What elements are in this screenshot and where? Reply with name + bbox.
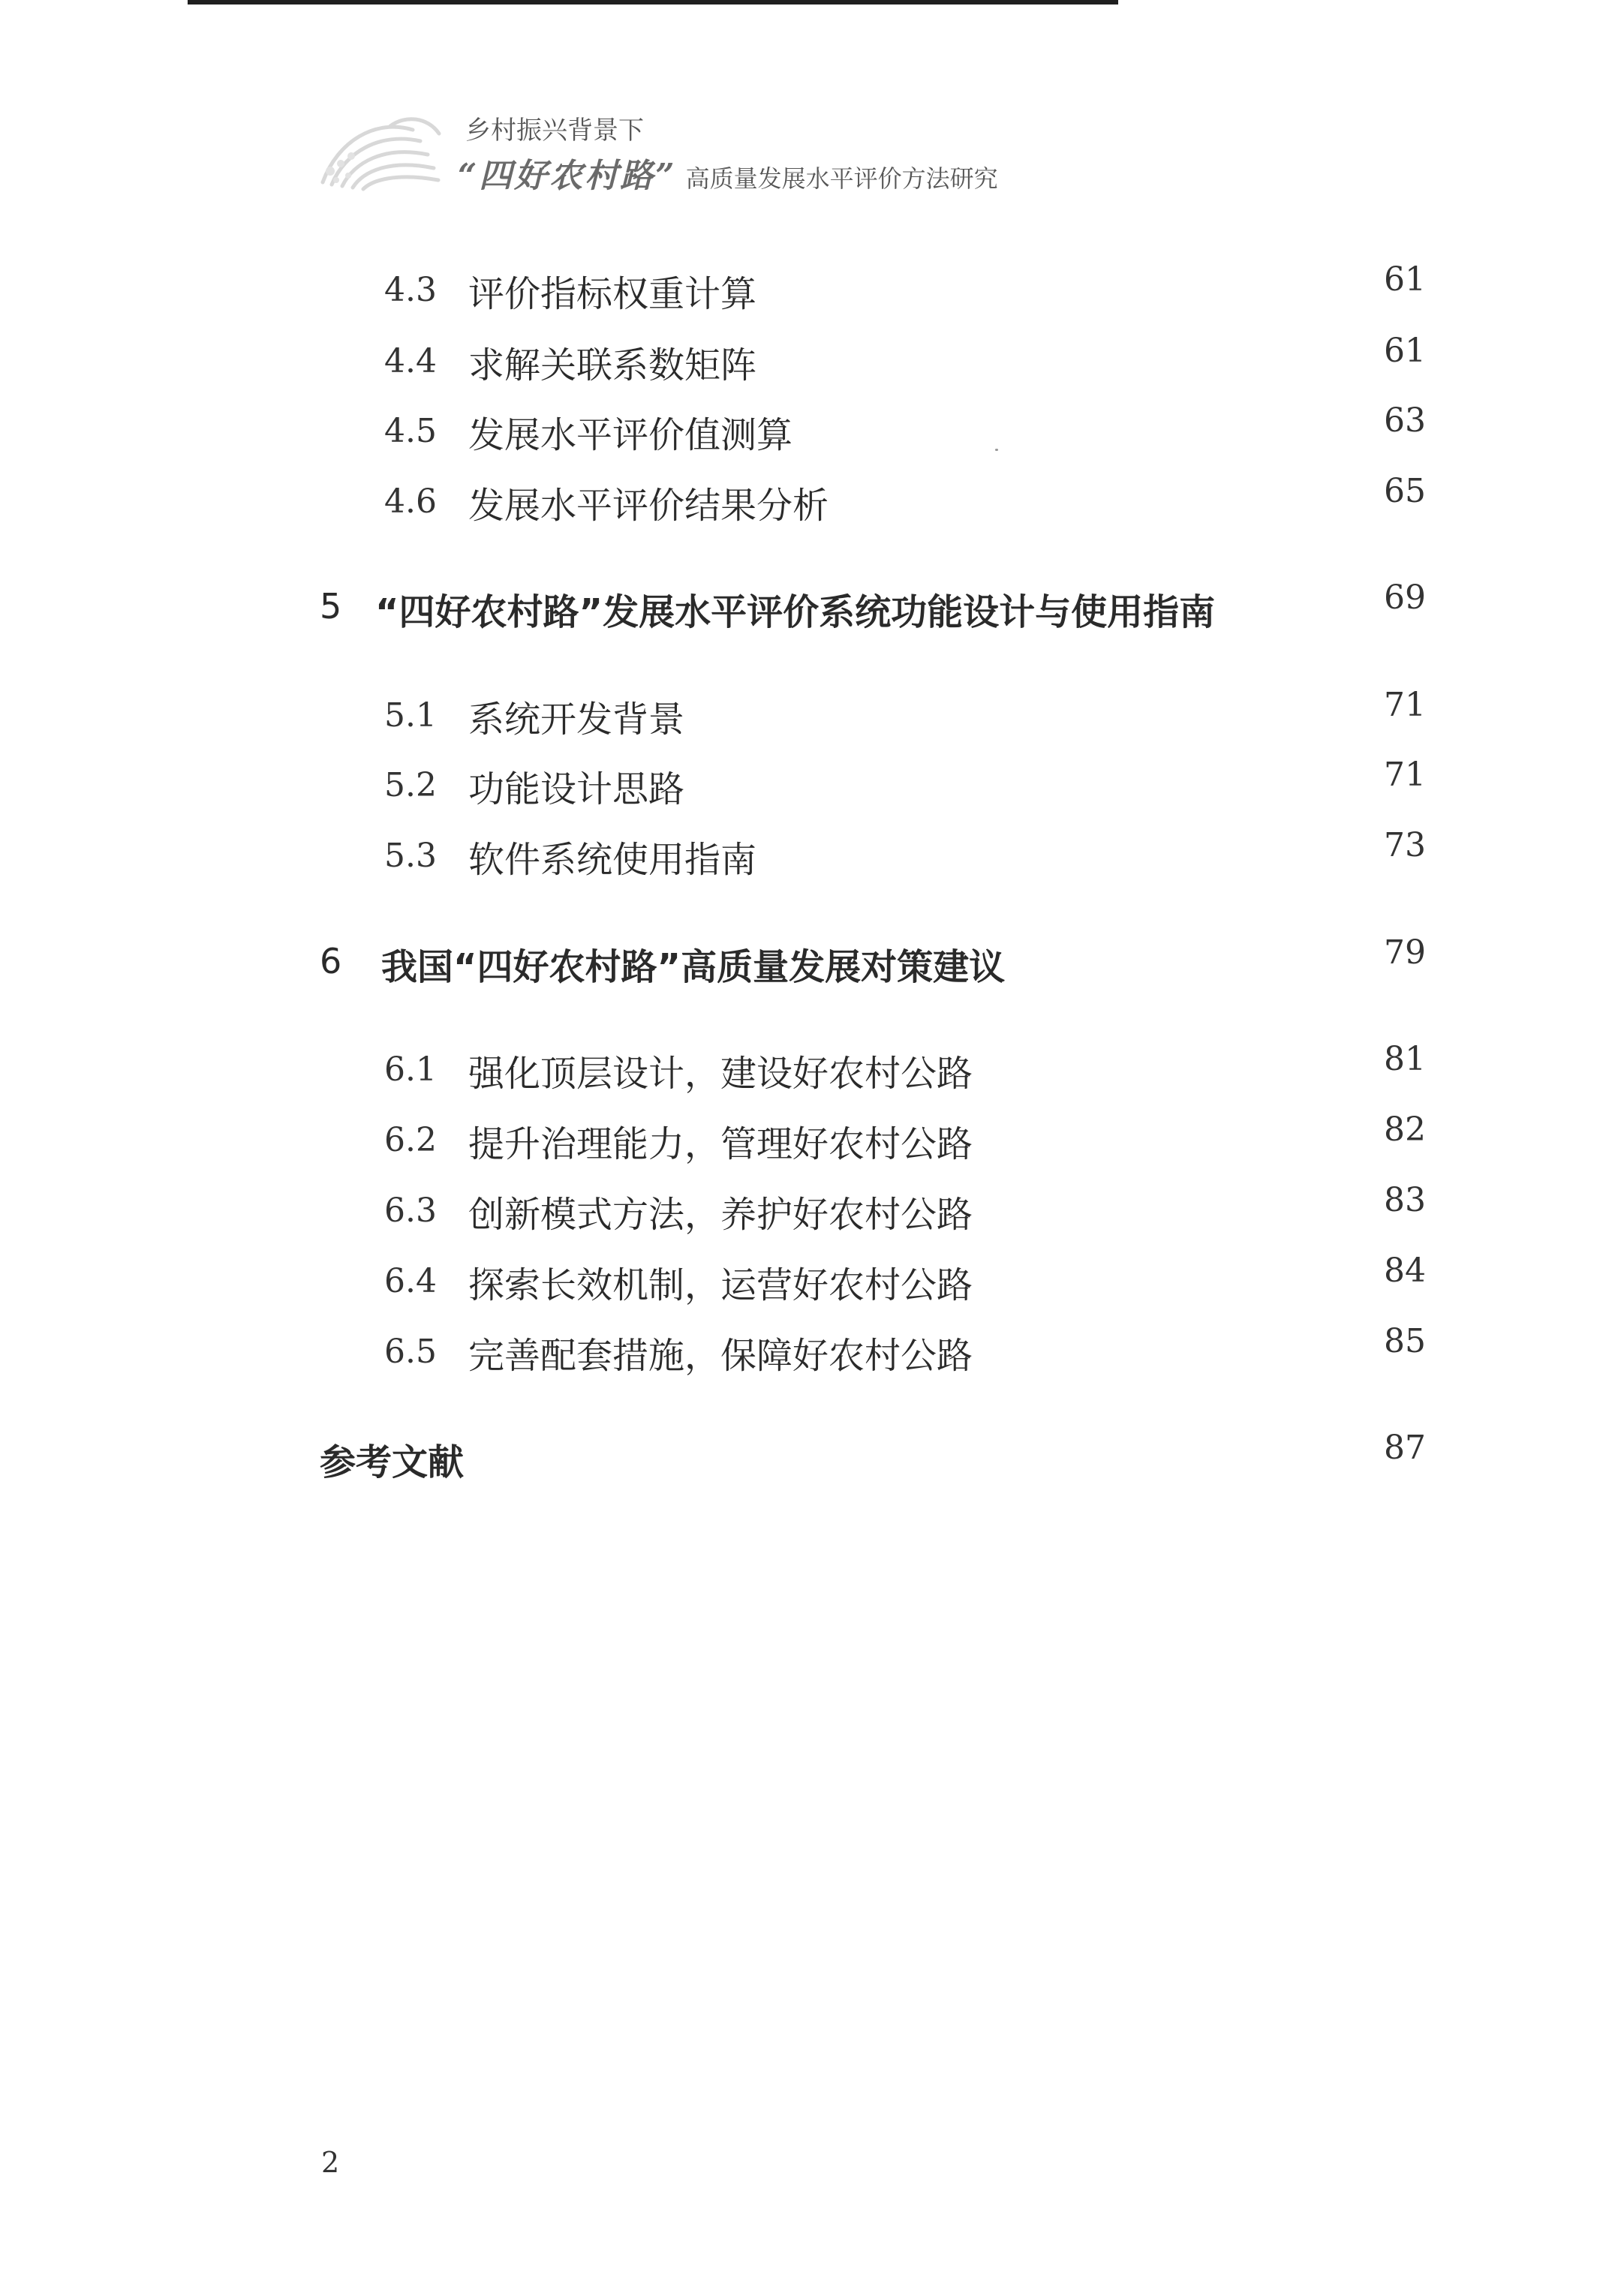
toc-page-number: 71 [1384,686,1426,724]
toc-page-number: 83 [1384,1181,1426,1219]
toc-entry-5-1 [0,684,1600,741]
toc-page-number: 87 [1384,1429,1426,1467]
toc-chapter-title: 我国“四好农村路”高质量发展对策建议 [381,946,1006,988]
toc-section-number: 4.3 [384,271,437,309]
toc-page-number: 69 [1384,579,1426,617]
toc-entry-6-1 [0,1038,1600,1095]
toc-section-number: 5.2 [384,766,437,804]
swirl-emblem-icon [315,111,443,194]
header-quote-title: “四好农村路” [458,157,677,195]
toc-section-number: 6.5 [384,1333,437,1371]
toc-chapter-title: “四好农村路”发展水平评价系统功能设计与使用指南 [375,591,1216,633]
toc-section-number: 4.4 [384,342,437,380]
toc-entry-6-3 [0,1180,1600,1236]
toc-section-title: 求解关联系数矩阵 [468,344,757,386]
toc-chapter-number: 6 [320,941,342,981]
toc-section-title: 探索长效机制，运营好农村公路 [468,1264,973,1306]
header-title-line1: 乡村振兴背景下 [465,116,644,146]
toc-entry-6-5 [0,1321,1600,1377]
toc-page-number: 81 [1384,1040,1426,1078]
toc-section-title: 发展水平评价结果分析 [468,485,829,527]
toc-references-title: 参考文献 [320,1441,465,1483]
toc-section-number: 5.3 [384,837,437,875]
toc-entry-4-6 [0,470,1600,527]
toc-section-title: 发展水平评价值测算 [468,414,793,456]
toc-page-number: 65 [1384,472,1426,510]
toc-section-title: 创新模式方法，养护好农村公路 [468,1194,973,1236]
toc-section-title: 系统开发背景 [468,699,685,741]
toc-page-number: 61 [1384,332,1426,370]
toc-chapter-6 [0,932,1600,988]
toc-page-number: 84 [1384,1252,1426,1290]
toc-page-number: 61 [1384,260,1426,299]
toc-page-number: 79 [1384,933,1426,972]
toc-page-number: 85 [1384,1322,1426,1360]
toc-entry-4-3 [0,259,1600,315]
header-title-line2 [458,149,998,197]
toc-section-title: 评价指标权重计算 [468,273,757,315]
page-folio: 2 [321,2146,340,2179]
toc-section-number: 6.1 [384,1050,437,1089]
toc-section-title: 提升治理能力，管理好农村公路 [468,1123,973,1165]
toc-entry-6-4 [0,1250,1600,1306]
running-header [315,105,1066,195]
header-subtitle: 高质量发展水平评价方法研究 [685,164,998,193]
toc-page-number: 63 [1384,401,1426,440]
toc-page-number: 73 [1384,826,1426,864]
toc-section-title: 功能设计思路 [468,768,685,810]
toc-entry-4-5 [0,400,1600,456]
toc-section-number: 4.5 [384,412,437,450]
toc-section-number: 4.6 [384,482,437,521]
scan-edge [188,0,1118,5]
toc-chapter-5 [0,577,1600,633]
toc-section-number: 6.2 [384,1121,437,1159]
toc-entry-4-4 [0,330,1600,386]
toc-page-number: 82 [1384,1110,1426,1149]
toc-section-title: 完善配套措施，保障好农村公路 [468,1335,973,1377]
toc-section-number: 5.1 [384,696,437,735]
toc-chapter-number: 5 [320,586,342,627]
toc-section-title: 软件系统使用指南 [468,839,757,881]
toc-entry-5-3 [0,825,1600,881]
toc-section-title: 强化顶层设计，建设好农村公路 [468,1053,973,1095]
toc-section-number: 6.4 [384,1262,437,1300]
toc-section-number: 6.3 [384,1192,437,1230]
toc-page-number: 71 [1384,756,1426,794]
toc-entry-6-2 [0,1109,1600,1165]
toc-entry-5-2 [0,754,1600,810]
toc-references [0,1427,1600,1483]
